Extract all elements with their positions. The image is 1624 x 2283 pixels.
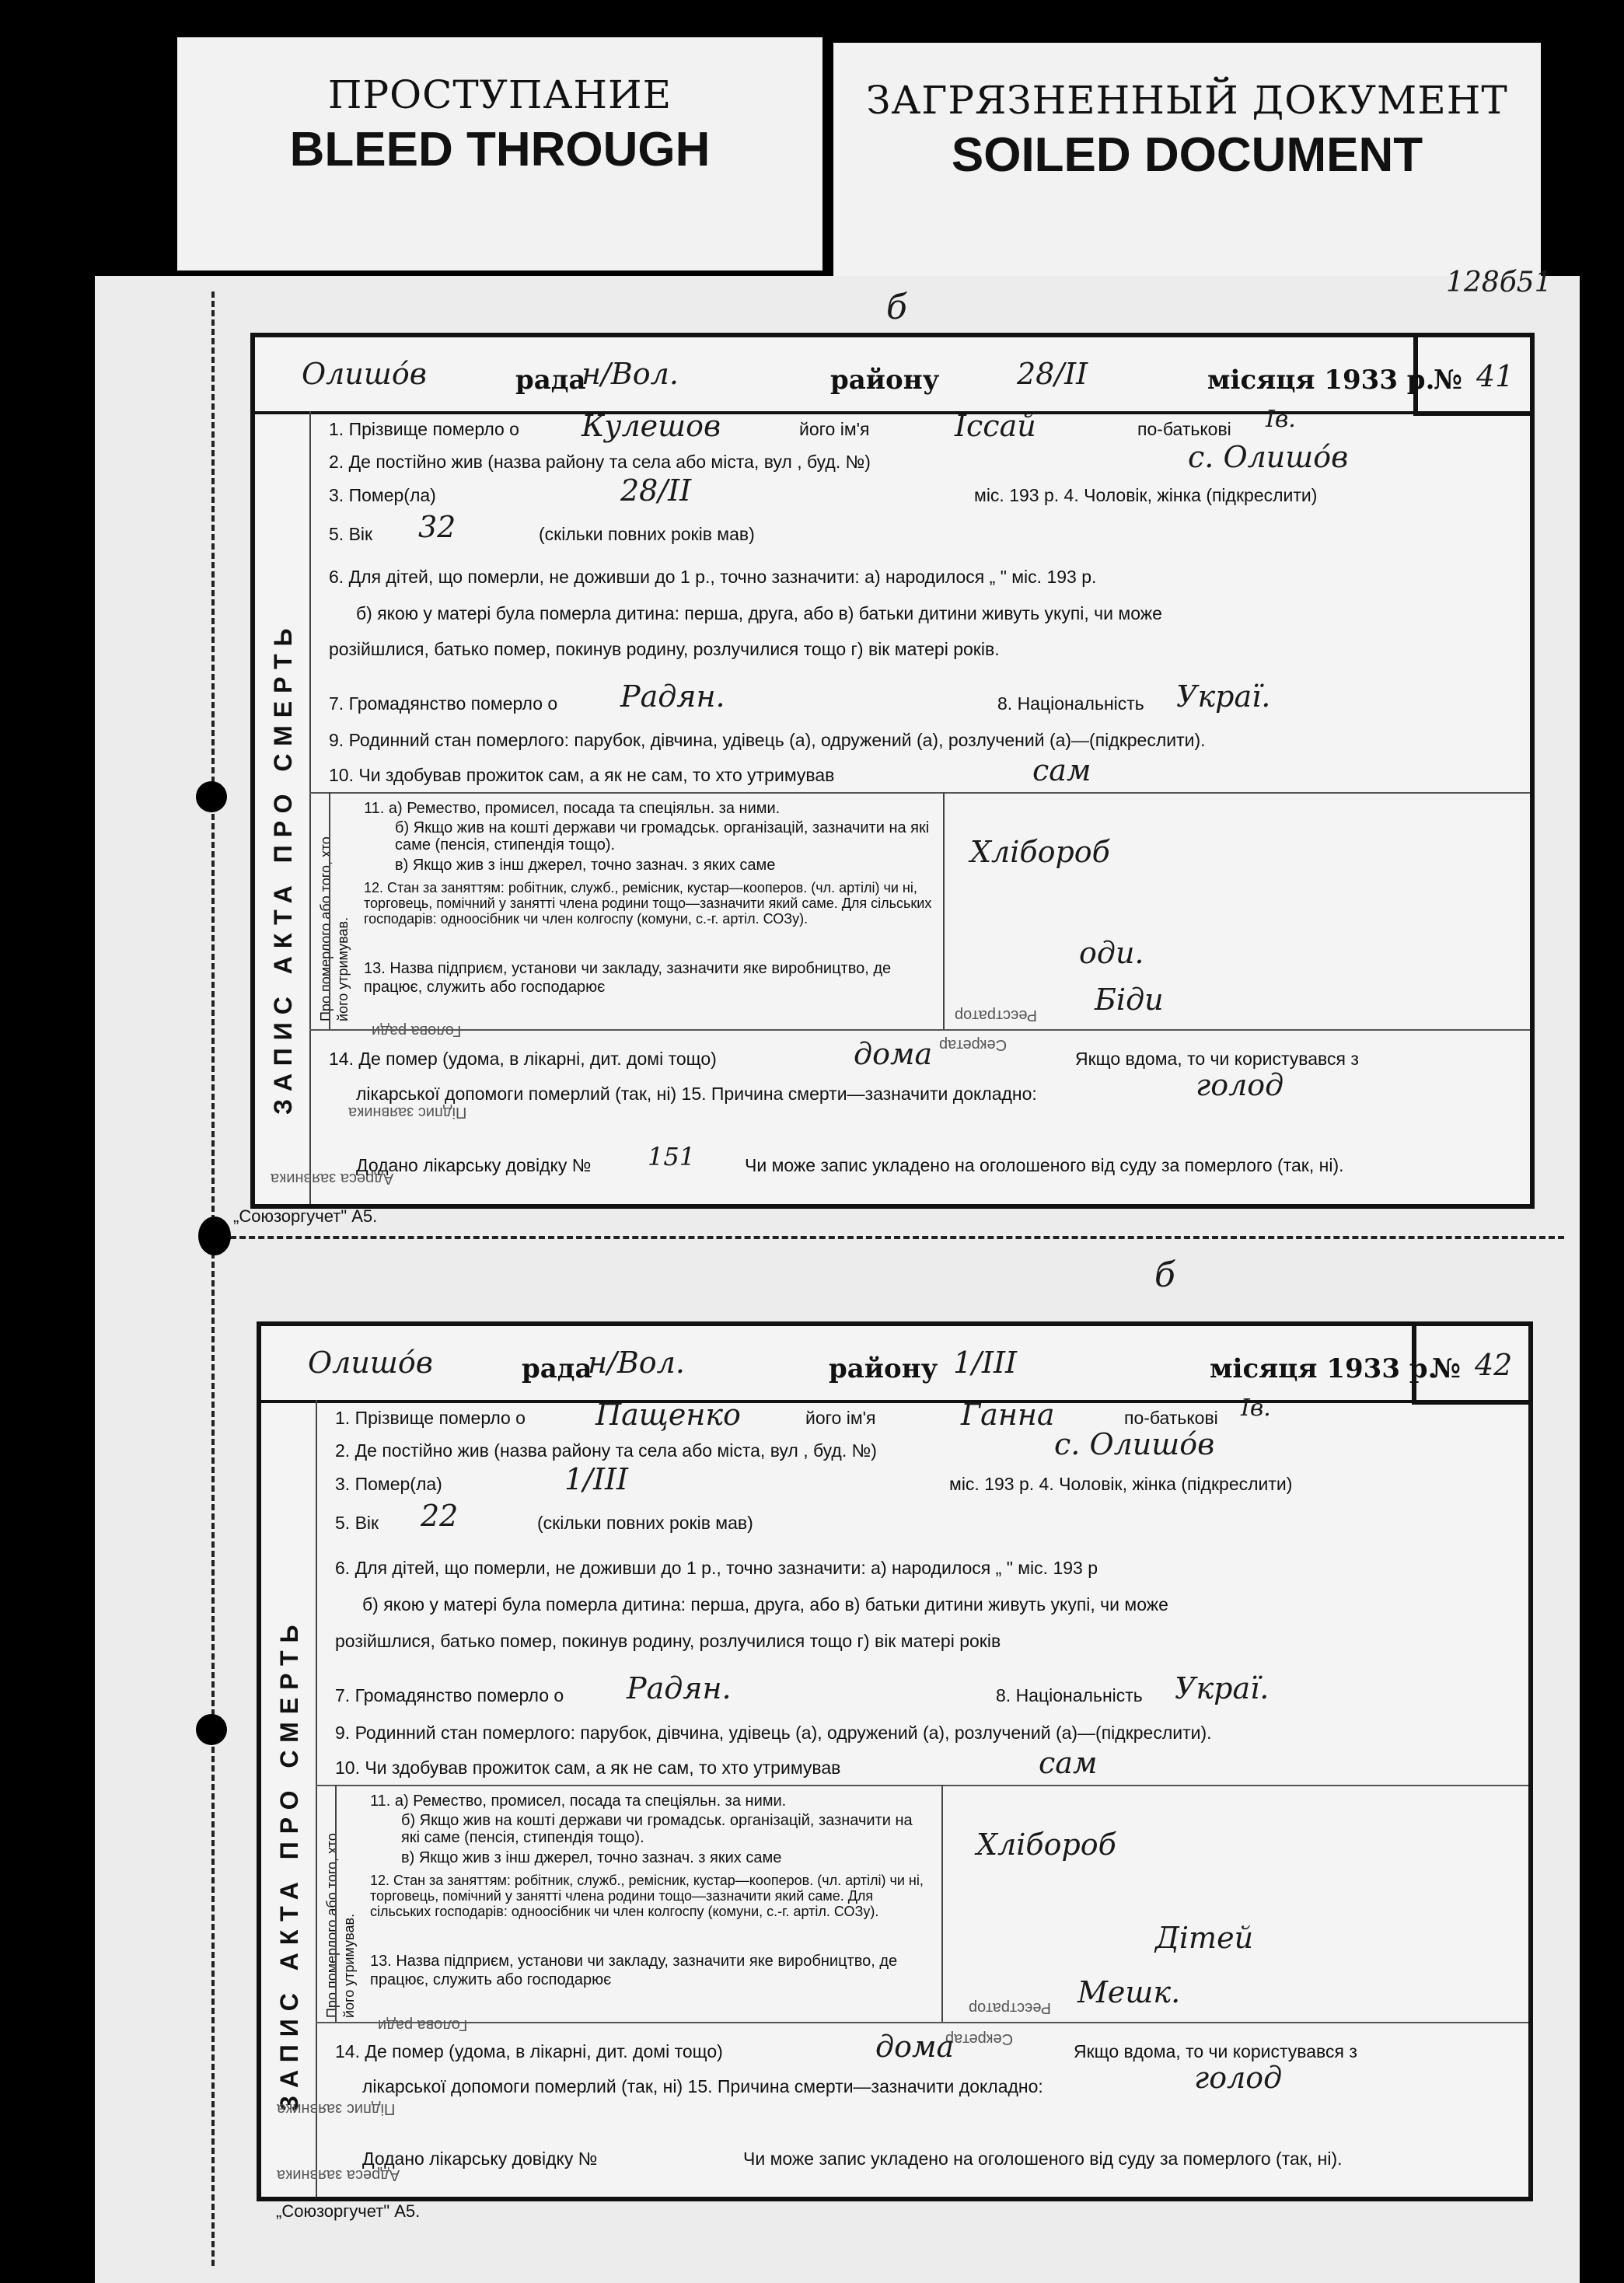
line-6c: розійшлися, батько помер, покинув родину, розлучилися тощо г) вік матері років. xyxy=(329,639,1000,659)
support: сам xyxy=(1039,1746,1098,1780)
number-label: № xyxy=(1434,365,1462,396)
bleed-text: Секретар xyxy=(939,1036,1008,1053)
month-year: місяця 1933 р. xyxy=(1207,365,1435,396)
printer-footer: „Союзоргучет" А5. xyxy=(276,2201,421,2221)
line-1-label: 1. Прізвище померло о xyxy=(329,419,519,439)
nationality: Украї. xyxy=(1175,1671,1270,1705)
rayon-label: району xyxy=(829,1353,938,1384)
side-title: ЗАПИС АКТА ПРО СМЕРТЬ xyxy=(275,1617,303,2111)
line-7-label: 7. Громадянство померло о xyxy=(329,693,558,714)
line-12: 12. Стан за заняттям: робітник, служб., ремісник, кустар—кооперов. (чл. артілі) чи ні, торговець, помічний у занятті члена родини тощо—зазначити який саме. Для сільських господарів: одноосібник чи член колгоспу (комуни, с.-г. артіл. СОЗу). xyxy=(364,880,932,927)
residence: с. Олишо́в xyxy=(1188,440,1349,474)
rada-name: н/Вол. xyxy=(581,357,679,391)
given-name: Іссай xyxy=(955,409,1036,443)
enterprise: Мешк. xyxy=(1077,1975,1181,2009)
line-14b: лікарської допомоги померлий (так, ні) 15. Причина смерти—зазначити докладно: xyxy=(362,2076,1043,2096)
punch-hole xyxy=(198,1217,231,1255)
age: 22 xyxy=(421,1499,459,1533)
rada-value: Олишо́в xyxy=(308,1346,433,1380)
line-1-patronymic-label: по-батькові xyxy=(1124,1408,1218,1428)
line-13: 13. Назва підприєм, установи чи закладу, зазначити яке виробництво, де працює, служить або господарює xyxy=(370,1953,898,1988)
number-label: № xyxy=(1432,1353,1461,1384)
rada-label: рада xyxy=(515,365,586,396)
status: оди. xyxy=(1079,936,1144,970)
record-form xyxy=(257,1321,1533,2201)
surname: Пащенко xyxy=(595,1398,741,1432)
line-3-end: міс. 193 р. 4. Чоловік, жінка (підкреслити) xyxy=(949,1474,1293,1494)
line-5-end: (скільки повних років мав) xyxy=(539,524,755,544)
record-number-box xyxy=(1413,337,1535,416)
status: Дітей xyxy=(1155,1921,1254,1955)
line-9: 9. Родинний стан померлого: парубок, дівчина, удівець (а), одружений (а), розлучений (а)—(підкреслити). xyxy=(329,730,1206,750)
side-subtitle: Про померлого або того, хто його утримував. xyxy=(318,836,351,1021)
residence: с. Олишо́в xyxy=(1054,1427,1215,1461)
line-6c: розійшлися, батько помер, покинув родину, розлучилися тощо г) вік матері років xyxy=(335,1631,1001,1651)
line-1-name-label: його ім'я xyxy=(805,1408,876,1428)
month-year: місяця 1933 р. xyxy=(1210,1353,1437,1384)
side-title: ЗАПИС АКТА ПРО СМЕРТЬ xyxy=(269,620,297,1115)
given-name: Ганна xyxy=(961,1398,1055,1432)
line-5-label: 5. Вік xyxy=(335,1513,379,1533)
nationality: Украї. xyxy=(1176,679,1271,714)
line-2-label: 2. Де постійно жив (назва району та села або міста, вул , буд. №) xyxy=(335,1440,877,1461)
bleed-through-ru: ПРОСТУПАНИЕ xyxy=(327,72,672,117)
rayon-label: району xyxy=(830,365,940,396)
line-11c: в) Якщо жив з інш джерел, точно зазнач. з яких саме xyxy=(401,1849,782,1866)
soiled-document-label xyxy=(833,43,1541,276)
line-6a: 6. Для дітей, що померли, не доживши до 1 р., точно зазначити: а) народилося „ " міс. 193 р xyxy=(335,1558,1098,1578)
line-8-label: 8. Національність xyxy=(996,1685,1143,1705)
line-14-label: 14. Де помер (удома, в лікарні, дит. домі тощо) xyxy=(335,2041,723,2061)
line-5-end: (скільки повних років мав) xyxy=(537,1513,753,1533)
cause-of-death: голод xyxy=(1196,1068,1284,1102)
line-6a: 6. Для дітей, що померли, не доживши до 1 р., точно зазначити: а) народилося „ " міс. 193 р. xyxy=(329,567,1097,587)
line-14-end: Якщо вдома, то чи користувався з xyxy=(1074,2041,1357,2061)
header-date: 28/ІІ xyxy=(1017,357,1088,391)
line-14-end: Якщо вдома, то чи користувався з xyxy=(1075,1049,1359,1069)
line-3-label: 3. Помер(ла) xyxy=(335,1474,442,1494)
line-1-label: 1. Прізвище померло о xyxy=(335,1408,526,1428)
side-subtitle: Про померлого або того, хто його утримував. xyxy=(324,1833,357,2018)
line-16-label: Додано лікарську довідку № xyxy=(356,1155,592,1175)
top-mark: б xyxy=(886,288,907,327)
bleed-text: Голова ради xyxy=(372,1022,462,1039)
line-11b: б) Якщо жив на коштi держави чи громадськ. організацій, зазначити на які саме (пенсія, стипендія тощо). xyxy=(401,1812,913,1846)
perforation-horizontal xyxy=(211,1236,1564,1239)
date-of-death: 1/ІІІ xyxy=(564,1462,629,1496)
rada-name: н/Вол. xyxy=(588,1346,685,1380)
enterprise: Біди xyxy=(1095,983,1164,1017)
line-14b: лікарської допомоги померлий (так, ні) 15. Причина смерти—зазначити докладно: xyxy=(356,1084,1037,1104)
line-12: 12. Стан за заняттям: робітник, служб., ремісник, кустар—кооперов. (чл. артілі) чи ні, торговець, помічний у занятті члена родини тощо—зазначити який саме. Для сільських господарів: одноосібник чи член колгоспу (комуни, с.-г. артіл. СОЗу). xyxy=(370,1873,924,1919)
line-1-patronymic-label: по-батькові xyxy=(1137,419,1231,439)
patronymic: Ів. xyxy=(1266,406,1296,433)
bleed-text: Адреса заявника xyxy=(271,1170,394,1187)
rada-label: рада xyxy=(522,1353,592,1384)
line-10-label: 10. Чи здобував прожиток сам, а як не сам, то хто утримував xyxy=(329,765,835,785)
line-16-end: Чи може запис укладено на оголошеного від суду за померлого (так, ні). xyxy=(743,2149,1343,2169)
bleed-text: Голова ради xyxy=(378,2016,468,2033)
punch-hole xyxy=(196,1714,227,1745)
line-3-end: міс. 193 р. 4. Чоловік, жінка (підкреслити) xyxy=(974,485,1318,505)
place-of-death: дома xyxy=(875,2030,955,2064)
certificate-number: 151 xyxy=(648,1142,696,1171)
record-form xyxy=(250,333,1535,1209)
line-6b: б) якою у матері була померла дитина: перша, друга, або в) батьки дитини живуть укупі, чи може xyxy=(362,1594,1168,1615)
line-13: 13. Назва підприєм, установи чи закладу, зазначити яке виробництво, де працює, служить або господарює xyxy=(364,960,892,996)
bleed-through-label xyxy=(177,37,822,271)
record-number-box xyxy=(1412,1326,1533,1405)
soiled-document-ru: ЗАГРЯЗНЕННЫЙ ДОКУМЕНТ xyxy=(866,78,1508,123)
top-mark: б xyxy=(1154,1255,1175,1295)
citizenship: Радян. xyxy=(620,679,725,714)
bleed-through-en: BLEED THROUGH xyxy=(289,123,711,176)
surname: Кулешов xyxy=(581,409,721,443)
rada-value: Олишо́в xyxy=(302,357,427,391)
punch-hole xyxy=(196,781,227,812)
line-11a: 11. а) Ремество, промисел, посада та спеціяльн. за ними. xyxy=(370,1793,787,1810)
line-6b: б) якою у матері була померла дитина: перша, друга, або в) батьки дитини живуть укупі, чи може xyxy=(356,603,1162,623)
date-of-death: 28/ІІ xyxy=(620,473,692,508)
bleed-text: Реєстратор xyxy=(969,1999,1051,2016)
line-14-label: 14. Де помер (удома, в лікарні, дит. домі тощо) xyxy=(329,1049,717,1069)
line-11b: б) Якщо жив на коштi держави чи громадськ. організацій, зазначити на які саме (пенсія, стипендія тощо). xyxy=(395,819,930,854)
soiled-document-en: SOILED DOCUMENT xyxy=(951,128,1423,182)
line-3-label: 3. Помер(ла) xyxy=(329,485,436,505)
patronymic: Ів. xyxy=(1241,1395,1271,1422)
record-number: 41 xyxy=(1476,359,1514,393)
bleed-text: Адреса заявника xyxy=(277,2166,400,2184)
citizenship: Радян. xyxy=(627,1671,732,1705)
bleed-text: Підпис заявника xyxy=(277,2100,396,2117)
line-1-name-label: його ім'я xyxy=(799,419,870,439)
line-16-label: Додано лікарську довідку № xyxy=(362,2149,598,2169)
page-corner-number: 128б51 xyxy=(1446,267,1552,298)
bleed-text: Реєстратор xyxy=(955,1007,1037,1024)
line-9: 9. Родинний стан померлого: парубок, дівчина, удівець (а), одружений (а), розлучений (а)—(підкреслити). xyxy=(335,1723,1212,1743)
cause-of-death: голод xyxy=(1194,2061,1283,2095)
line-11a: 11. а) Ремество, промисел, посада та спеціяльн. за ними. xyxy=(364,800,781,817)
age: 32 xyxy=(418,510,456,544)
place-of-death: дома xyxy=(854,1037,933,1071)
bleed-text: Підпис заявника xyxy=(348,1104,467,1121)
line-11c: в) Якщо жив з інш джерел, точно зазнач. з яких саме xyxy=(395,857,776,874)
record-number: 42 xyxy=(1475,1348,1513,1382)
line-5-label: 5. Вік xyxy=(329,524,373,544)
line-10-label: 10. Чи здобував прожиток сам, а як не сам, то хто утримував xyxy=(335,1758,841,1778)
line-7-label: 7. Громадянство померло о xyxy=(335,1685,564,1705)
support: сам xyxy=(1032,753,1091,787)
line-16-end: Чи може запис укладено на оголошеного від суду за померлого (так, ні). xyxy=(745,1155,1344,1175)
occupation: Хлібороб xyxy=(976,1827,1116,1862)
header-date: 1/ІІІ xyxy=(953,1346,1018,1380)
bleed-text: Секретар xyxy=(945,2030,1014,2047)
line-2-label: 2. Де постійно жив (назва району та села або міста, вул , буд. №) xyxy=(329,452,871,472)
line-8-label: 8. Національність xyxy=(997,693,1144,714)
printer-footer: „Союзоргучет" А5. xyxy=(233,1206,378,1226)
occupation: Хлібороб xyxy=(970,835,1110,869)
perforation-vertical xyxy=(211,291,215,2266)
